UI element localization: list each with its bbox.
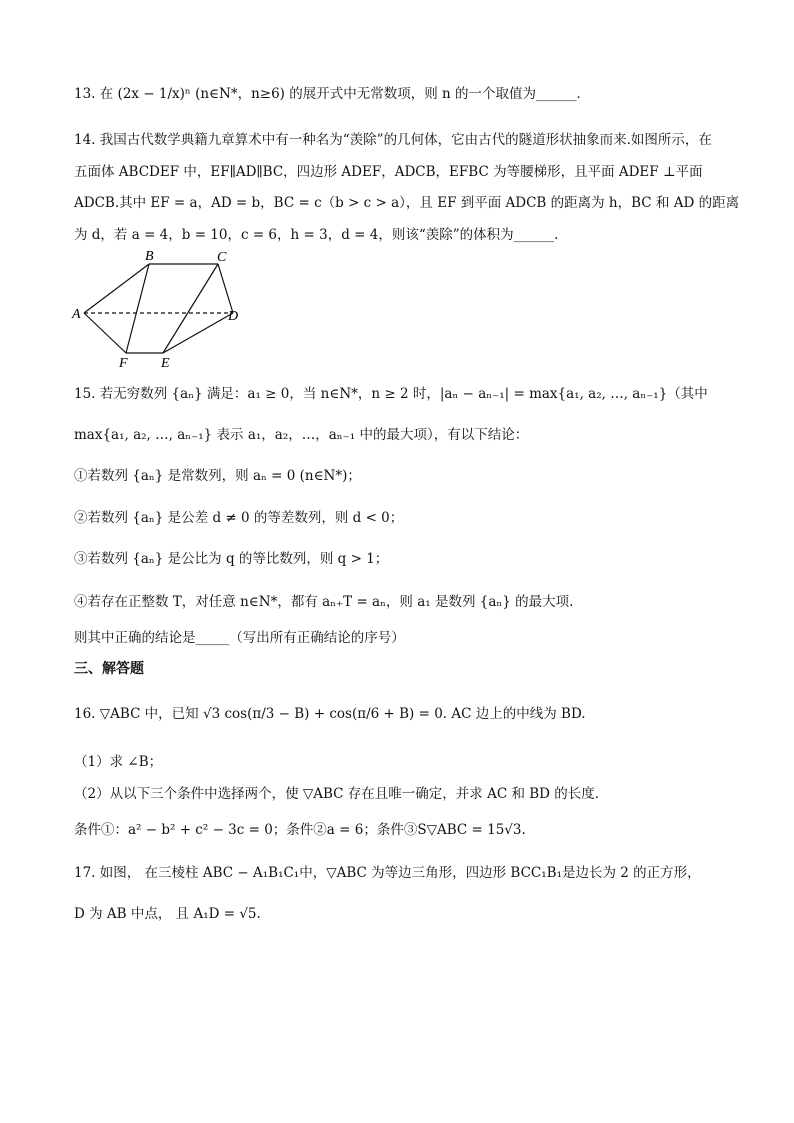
vertex-label-e: E	[161, 356, 170, 371]
question-14-line-2: 五面体 ABCDEF 中，EF∥AD∥BC，四边形 ADEF，ADCB，EFBC 为等腰梯形，且平面 ADEF ⊥平面	[74, 164, 703, 180]
chuchu-solid-figure	[60, 246, 260, 374]
question-16-stem: 16. ▽ABC 中，已知 √3 cos(π/3 − B) + cos(π/6 + B) = 0. AC 边上的中线为 BD.	[74, 706, 586, 722]
question-15-conclusion-2: ②若数列 {aₙ} 是公差 d ≠ 0 的等差数列，则 d < 0；	[74, 510, 404, 526]
question-13: 13. 在 (2x − 1/x)ⁿ (n∈N*，n≥6) 的展开式中无常数项，则 n 的一个取值为______．	[74, 86, 591, 102]
section-heading-3: 三、解答题	[74, 661, 144, 677]
question-15-conclusion-1: ①若数列 {aₙ} 是常数列，则 aₙ = 0 (n∈N*)；	[74, 468, 361, 484]
vertex-label-a: A	[72, 307, 81, 322]
question-16-conditions: 条件①：a² − b² + c² − 3c = 0；条件②a = 6；条件③S▽ABC = 15√3.	[74, 822, 526, 838]
question-15-conclusion-4: ④若存在正整数 T，对任意 n∈N*，都有 aₙ₊T = aₙ，则 a₁ 是数列 {aₙ} 的最大项.	[74, 594, 574, 610]
question-17-line-1: 17. 如图， 在三棱柱 ABC − A₁B₁C₁中，▽ABC 为等边三角形，四边形 BCC₁B₁是边长为 2 的正方形，	[74, 865, 701, 881]
question-15-conclusion-3: ③若数列 {aₙ} 是公比为 q 的等比数列，则 q > 1；	[74, 551, 389, 567]
question-15-line-1: 15. 若无穷数列 {aₙ} 满足：a₁ ≥ 0，当 n∈N*，n ≥ 2 时，|aₙ − aₙ₋₁| = max{a₁, a₂, …, aₙ₋₁}（其中	[74, 386, 708, 402]
question-16-part-1: （1）求 ∠B；	[74, 754, 163, 770]
vertex-label-c: C	[217, 250, 227, 265]
question-14-line-1: 14. 我国古代数学典籍九章算术中有一种名为“羡除”的几何体，它由古代的隧道形状抽象而来.如图所示，在	[74, 132, 712, 148]
question-17-line-2: D 为 AB 中点， 且 A₁D = √5.	[74, 906, 261, 922]
question-16-part-2: （2）从以下三个条件中选择两个，使 ▽ABC 存在且唯一确定，并求 AC 和 BD 的长度.	[74, 786, 600, 802]
vertex-label-d: D	[228, 309, 239, 324]
question-14-line-3: ADCB.其中 EF = a，AD = b，BC = c（b > c > a），且 EF 到平面 ADCB 的距离为 h，BC 和 AD 的距离	[74, 195, 740, 211]
vertex-label-b: B	[145, 249, 154, 264]
question-15-answer-line: 则其中正确的结论是_____（写出所有正确结论的序号）	[74, 630, 405, 646]
vertex-label-f: F	[119, 356, 128, 371]
question-15-line-2: max{a₁, a₂, …, aₙ₋₁} 表示 a₁，a₂，…，aₙ₋₁ 中的最大项），有以下结论：	[74, 427, 529, 443]
question-14-line-4: 为 d，若 a = 4，b = 10，c = 6，h = 3，d = 4，则该“羡除”的体积为______.	[74, 227, 559, 243]
